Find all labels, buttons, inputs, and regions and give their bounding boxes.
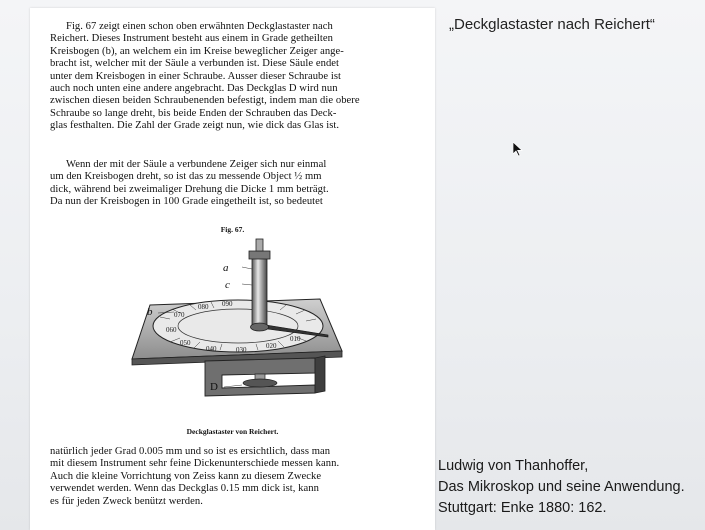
figure-label-d: D <box>210 381 218 393</box>
text-line: auch noch unten eine andere angebracht. Das Deckglas D wird nun <box>50 83 338 95</box>
dial-number: 090 <box>222 300 233 308</box>
dial-number: 030 <box>236 346 247 354</box>
text-line: Wenn der mit der Säule a verbundene Zeiger sich nur einmal <box>66 159 327 170</box>
figure-label-a: a <box>223 262 229 274</box>
dial-number: 040 <box>206 345 217 353</box>
text-line: verwendet werden. Wenn das Deckglas 0.15 mm dick ist, kann <box>50 483 319 495</box>
mouse-cursor-icon <box>513 142 523 157</box>
text-line: Da nun der Kreisbogen in 100 Grade eingetheilt ist, so bedeutet <box>50 196 323 208</box>
text-line: Schraube so lange dreht, bis beide Enden der Schrauben das Deck- <box>50 107 337 119</box>
scanned-book-page <box>30 8 435 530</box>
deckglastaster-drawing <box>110 233 370 423</box>
dial-number: 080 <box>198 303 209 311</box>
figure-title: Fig. 67. <box>220 225 245 234</box>
citation-publisher: Stuttgart: Enke 1880: 162. <box>438 500 607 516</box>
dial-number: 070 <box>174 311 185 319</box>
citation-title: Das Mikroskop und seine Anwendung. <box>438 479 685 495</box>
text-line: mit diesem Instrument sehr feine Dickenunterschiede messen kann. <box>50 458 340 470</box>
dial-number: 050 <box>180 339 191 347</box>
text-line: Reichert. Dieses Instrument besteht aus einem in Grade getheilten <box>50 33 334 45</box>
text-line: zwischen diesen beiden Schraubenenden befestigt, indem man die obere <box>50 95 360 107</box>
text-line: unter dem Kreisbogen in einer Schraube. Ausser dieser Schraube ist <box>50 70 342 82</box>
figure-label-b: b <box>147 306 153 318</box>
text-line: Kreisbogen (b), an welchem ein im Kreise beweglicher Zeiger ange- <box>50 45 344 57</box>
text-line: natürlich jeder Grad 0.005 mm und so ist es ersichtlich, dass man <box>50 446 331 457</box>
text-line: um den Kreisbogen dreht, so ist das zu messende Object ½ mm <box>50 171 322 183</box>
paragraph-2 <box>50 159 416 209</box>
text-line: Auch die kleine Vorrichtung von Zeiss kann zu diesem Zwecke <box>50 470 322 482</box>
figure-caption: Deckglastaster von Reichert. <box>186 427 279 436</box>
paragraph-3 <box>50 446 416 508</box>
source-citation <box>438 456 705 519</box>
slide-title: „Deckglastaster nach Reichert“ <box>449 16 655 33</box>
dial-number: 060 <box>166 326 177 334</box>
text-line: bracht ist, welcher mit der Säule a verbunden ist. Diese Säule endet <box>50 58 340 70</box>
text-line: Fig. 67 zeigt einen schon oben erwähnten Deckglastaster nach <box>66 21 333 32</box>
text-line: es für jeden Zweck benützt werden. <box>50 495 203 507</box>
dial-number: 020 <box>266 342 277 350</box>
text-line: dick, während bei zweimaliger Drehung die Dicke 1 mm beträgt. <box>50 183 329 195</box>
citation-author: Ludwig von Thanhoffer, <box>438 458 589 474</box>
figure-label-c: c <box>225 279 230 291</box>
instrument-illustration <box>110 233 370 423</box>
dial-number: 010 <box>290 335 301 343</box>
text-line: glas festhalten. Die Zahl der Grade zeigt nun, wie dick das Glas ist. <box>50 120 340 132</box>
paragraph-1 <box>50 21 416 133</box>
